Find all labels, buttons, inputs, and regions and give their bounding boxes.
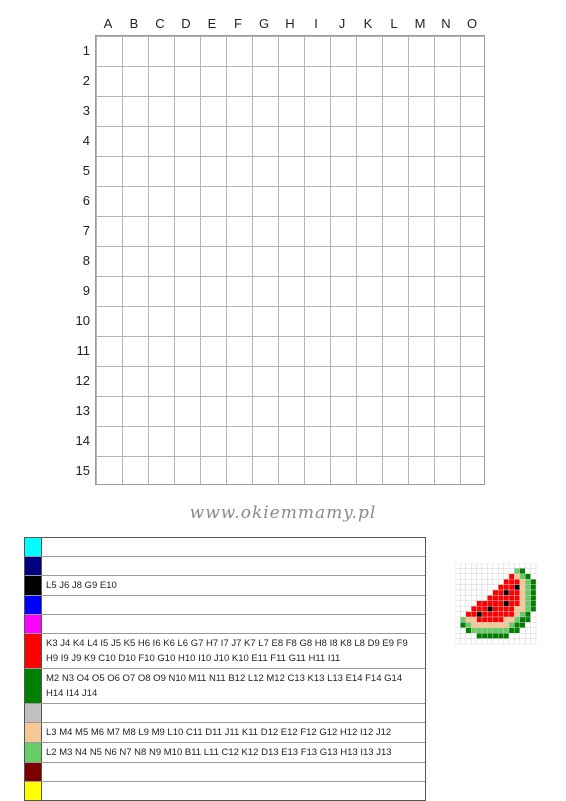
row-label: 4 (82, 133, 90, 148)
preview-cell (520, 617, 525, 622)
preview-cell (455, 595, 460, 600)
preview-cell (477, 574, 482, 579)
preview-cell (493, 622, 498, 627)
row-label: 8 (82, 253, 90, 268)
preview-cell (504, 628, 509, 633)
preview-cell (471, 606, 476, 611)
preview-cell (498, 617, 503, 622)
legend-row (25, 576, 425, 596)
preview-cell (520, 579, 525, 584)
preview-cell (466, 579, 471, 584)
preview-cell (498, 595, 503, 600)
row-label: 12 (75, 373, 90, 388)
preview-cell (460, 563, 465, 568)
preview-cell (531, 590, 536, 595)
preview-cell (466, 574, 471, 579)
column-label: I (314, 16, 318, 31)
preview-cell (531, 585, 536, 590)
preview-cell (466, 590, 471, 595)
preview-cell (482, 563, 487, 568)
legend-cells (42, 763, 52, 781)
preview-cell (493, 601, 498, 606)
preview-cell (525, 606, 530, 611)
preview-cell (520, 628, 525, 633)
preview-cell (504, 563, 509, 568)
color-swatch (25, 743, 42, 762)
preview-cell (477, 612, 482, 617)
legend-row (25, 538, 425, 557)
preview-cell (482, 622, 487, 627)
legend-row (25, 557, 425, 576)
preview-cell (487, 606, 492, 611)
preview-cell (460, 574, 465, 579)
preview-cell (525, 563, 530, 568)
preview-cell (509, 595, 514, 600)
preview-cell (466, 568, 471, 573)
legend-row (25, 704, 425, 723)
color-swatch (25, 763, 42, 781)
preview-cell (487, 601, 492, 606)
preview-cell (460, 606, 465, 611)
column-label: E (207, 16, 217, 31)
preview-cell (466, 628, 471, 633)
preview-cell (493, 595, 498, 600)
preview-cell (531, 563, 536, 568)
preview-cell (498, 622, 503, 627)
preview-cell (455, 612, 460, 617)
preview-cell (525, 622, 530, 627)
preview-cell (509, 568, 514, 573)
preview-cell (498, 579, 503, 584)
color-swatch (25, 634, 42, 668)
preview-cell (466, 595, 471, 600)
preview-cell (514, 606, 519, 611)
preview-cell (477, 617, 482, 622)
watermelon-preview (455, 563, 545, 653)
preview-cell (460, 628, 465, 633)
preview-cell (504, 601, 509, 606)
preview-cell (460, 568, 465, 573)
preview-cell (525, 579, 530, 584)
preview-cell (471, 612, 476, 617)
preview-cell (493, 617, 498, 622)
legend-cells (42, 596, 52, 614)
column-label: D (181, 16, 191, 31)
legend-cells (42, 615, 52, 633)
row-label: 2 (82, 73, 90, 88)
column-label: O (466, 16, 478, 31)
preview-cell (471, 601, 476, 606)
preview-cell (477, 563, 482, 568)
preview-cell (504, 622, 509, 627)
row-label: 14 (75, 433, 90, 448)
preview-cell (460, 601, 465, 606)
preview-cell (514, 590, 519, 595)
preview-cell (487, 633, 492, 638)
preview-cell (514, 595, 519, 600)
preview-cell (477, 639, 482, 644)
color-swatch (25, 538, 42, 556)
column-label: K (363, 16, 373, 31)
column-label: J (338, 16, 346, 31)
preview-cell (471, 574, 476, 579)
preview-cell (504, 568, 509, 573)
column-label: H (285, 16, 295, 31)
column-label: L (390, 16, 398, 31)
preview-cell (466, 601, 471, 606)
color-swatch (25, 596, 42, 614)
preview-cell (531, 633, 536, 638)
preview-cell (520, 563, 525, 568)
preview-cell (482, 568, 487, 573)
preview-cell (460, 579, 465, 584)
preview-cell (493, 579, 498, 584)
preview-cell (455, 585, 460, 590)
legend-cells: M2 N3 O4 O5 O6 O7 O8 O9 N10 M11 N11 B12 L12 M12 C13 K13 L13 E14 F14 G14 H14 I14 J14 (46, 673, 403, 699)
preview-cell (525, 633, 530, 638)
preview-cell (520, 639, 525, 644)
preview-cell (482, 585, 487, 590)
preview-cell (531, 622, 536, 627)
preview-cell (477, 568, 482, 573)
preview-cell (504, 590, 509, 595)
row-label: 3 (82, 103, 90, 118)
preview-cell (471, 617, 476, 622)
color-swatch (25, 576, 42, 595)
legend-cells (42, 704, 52, 722)
preview-cell (477, 579, 482, 584)
preview-cell (455, 574, 460, 579)
preview-cell (498, 612, 503, 617)
preview-cell (455, 590, 460, 595)
preview-cell (514, 628, 519, 633)
preview-cell (477, 585, 482, 590)
preview-cell (509, 622, 514, 627)
preview-cell (487, 590, 492, 595)
preview-cell (498, 606, 503, 611)
row-label: 7 (82, 223, 90, 238)
row-label: 1 (82, 43, 90, 58)
preview-cell (487, 622, 492, 627)
preview-cell (531, 628, 536, 633)
preview-cell (493, 606, 498, 611)
preview-cell (531, 574, 536, 579)
preview-cell (455, 579, 460, 584)
column-label: B (129, 16, 139, 31)
preview-cell (460, 595, 465, 600)
preview-cell (520, 595, 525, 600)
legend-row (25, 634, 425, 669)
preview-cell (531, 568, 536, 573)
preview-cell (531, 601, 536, 606)
preview-cell (498, 590, 503, 595)
preview-cell (460, 633, 465, 638)
column-label: F (234, 16, 242, 31)
preview-cell (477, 622, 482, 627)
row-label: 13 (75, 403, 90, 418)
color-swatch (25, 557, 42, 575)
preview-cell (460, 617, 465, 622)
preview-cell (509, 617, 514, 622)
preview-cell (514, 574, 519, 579)
preview-cell (466, 612, 471, 617)
legend-cells (42, 557, 52, 575)
column-label: C (155, 16, 165, 31)
preview-cell (525, 639, 530, 644)
preview-cell (509, 579, 514, 584)
preview-cell (487, 579, 492, 584)
column-label: G (258, 16, 270, 31)
preview-cell (471, 590, 476, 595)
preview-cell (487, 639, 492, 644)
preview-cell (477, 633, 482, 638)
column-label: M (414, 16, 426, 31)
preview-cell (482, 617, 487, 622)
preview-cell (482, 590, 487, 595)
preview-cell (493, 574, 498, 579)
legend-cells: K3 J4 K4 L4 I5 J5 K5 H6 I6 K6 L6 G7 H7 I7 J7 K7 L7 E8 F8 G8 H8 I8 K8 L8 D9 E9 F9 H9 I9 J9 K9 C10 D10 F10 G10 H10 I10 J10 K10 E11 F11 G11 H11 I11 (46, 638, 408, 664)
row-label: 11 (76, 343, 90, 358)
preview-cell (466, 606, 471, 611)
preview-cell (455, 617, 460, 622)
preview-cell (509, 585, 514, 590)
preview-cell (520, 622, 525, 627)
preview-cell (531, 617, 536, 622)
row-label: 5 (82, 163, 90, 178)
preview-cell (455, 606, 460, 611)
preview-cell (509, 590, 514, 595)
preview-cell (531, 639, 536, 644)
coloring-grid (95, 35, 485, 485)
preview-cell (509, 606, 514, 611)
preview-cell (514, 617, 519, 622)
column-label: N (441, 16, 451, 31)
preview-cell (514, 563, 519, 568)
color-swatch (25, 615, 42, 633)
legend-cells (42, 782, 52, 800)
preview-cell (477, 606, 482, 611)
preview-cell (531, 606, 536, 611)
preview-cell (482, 574, 487, 579)
preview-cell (504, 633, 509, 638)
preview-cell (498, 563, 503, 568)
legend-row (25, 669, 425, 704)
preview-cell (531, 612, 536, 617)
color-swatch (25, 669, 42, 703)
preview-cell (471, 633, 476, 638)
preview-cell (482, 633, 487, 638)
preview-cell (509, 628, 514, 633)
preview-cell (471, 628, 476, 633)
legend-row (25, 782, 425, 800)
preview-cell (525, 574, 530, 579)
row-label: 10 (75, 313, 90, 328)
preview-cell (471, 585, 476, 590)
preview-cell (471, 595, 476, 600)
preview-cell (493, 563, 498, 568)
preview-cell (455, 633, 460, 638)
preview-cell (514, 639, 519, 644)
legend-cells (42, 538, 52, 556)
legend-cells: L5 J6 J8 G9 E10 (46, 580, 117, 591)
preview-cell (466, 622, 471, 627)
legend-row (25, 763, 425, 782)
preview-cell (520, 590, 525, 595)
legend-cells: L2 M3 N4 N5 N6 N7 N8 N9 M10 B11 L11 C12 K12 D13 E13 F13 G13 H13 I13 J13 (46, 747, 392, 758)
preview-cell (493, 612, 498, 617)
preview-cell (520, 585, 525, 590)
preview-cell (520, 568, 525, 573)
preview-cell (487, 563, 492, 568)
preview-cell (482, 601, 487, 606)
preview-cell (525, 612, 530, 617)
preview-cell (509, 633, 514, 638)
preview-cell (525, 595, 530, 600)
preview-cell (466, 585, 471, 590)
preview-cell (493, 590, 498, 595)
preview-cell (525, 568, 530, 573)
preview-cell (509, 601, 514, 606)
preview-cell (514, 568, 519, 573)
color-swatch (25, 723, 42, 742)
preview-cell (455, 601, 460, 606)
preview-cell (514, 579, 519, 584)
preview-cell (466, 633, 471, 638)
preview-cell (509, 574, 514, 579)
preview-cell (455, 628, 460, 633)
preview-cell (498, 574, 503, 579)
legend-cells: L3 M4 M5 M6 M7 M8 L9 M9 L10 C11 D11 J11 K11 D12 E12 F12 G12 H12 I12 J12 (46, 727, 392, 738)
preview-cell (460, 590, 465, 595)
preview-cell (466, 563, 471, 568)
preview-cell (455, 563, 460, 568)
preview-cell (482, 579, 487, 584)
website-watermark: www.okiemmamy.pl (189, 503, 377, 523)
preview-cell (477, 590, 482, 595)
legend-row (25, 615, 425, 634)
preview-cell (504, 579, 509, 584)
preview-cell (504, 595, 509, 600)
preview-cell (504, 617, 509, 622)
preview-cell (493, 568, 498, 573)
preview-cell (493, 639, 498, 644)
preview-cell (493, 585, 498, 590)
preview-cell (455, 568, 460, 573)
color-legend (24, 537, 426, 801)
preview-cell (471, 568, 476, 573)
preview-cell (455, 639, 460, 644)
preview-cell (471, 563, 476, 568)
preview-cell (514, 612, 519, 617)
preview-cell (520, 612, 525, 617)
preview-cell (487, 585, 492, 590)
preview-cell (471, 622, 476, 627)
preview-cell (525, 628, 530, 633)
preview-cell (471, 639, 476, 644)
preview-cell (482, 639, 487, 644)
preview-cell (520, 574, 525, 579)
preview-cell (493, 628, 498, 633)
preview-cell (509, 639, 514, 644)
preview-cell (520, 606, 525, 611)
preview-cell (482, 606, 487, 611)
preview-cell (525, 601, 530, 606)
row-label: 9 (82, 283, 90, 298)
color-swatch (25, 782, 42, 800)
preview-cell (498, 633, 503, 638)
preview-cell (514, 585, 519, 590)
preview-cell (487, 617, 492, 622)
preview-cell (514, 633, 519, 638)
preview-cell (514, 622, 519, 627)
preview-cell (455, 622, 460, 627)
preview-cell (466, 639, 471, 644)
preview-cell (509, 563, 514, 568)
preview-cell (460, 585, 465, 590)
preview-cell (504, 606, 509, 611)
preview-cell (504, 612, 509, 617)
preview-cell (477, 601, 482, 606)
preview-cell (514, 601, 519, 606)
preview-cell (504, 574, 509, 579)
preview-cell (460, 622, 465, 627)
preview-cell (504, 639, 509, 644)
preview-cell (487, 595, 492, 600)
preview-cell (487, 612, 492, 617)
preview-cell (520, 601, 525, 606)
preview-cell (498, 639, 503, 644)
preview-cell (531, 595, 536, 600)
preview-cell (520, 633, 525, 638)
preview-cell (498, 628, 503, 633)
preview-cell (487, 568, 492, 573)
legend-row (25, 743, 425, 763)
preview-cell (504, 585, 509, 590)
color-swatch (25, 704, 42, 722)
preview-cell (482, 612, 487, 617)
preview-cell (477, 595, 482, 600)
preview-cell (498, 585, 503, 590)
preview-cell (477, 628, 482, 633)
preview-cell (466, 617, 471, 622)
preview-cell (498, 601, 503, 606)
preview-cell (487, 574, 492, 579)
preview-cell (525, 585, 530, 590)
preview-cell (471, 579, 476, 584)
row-label: 6 (82, 193, 90, 208)
legend-row (25, 596, 425, 615)
preview-cell (460, 612, 465, 617)
preview-cell (487, 628, 492, 633)
preview-cell (493, 633, 498, 638)
legend-row (25, 723, 425, 743)
preview-cell (498, 568, 503, 573)
preview-cell (525, 617, 530, 622)
row-label: 15 (75, 463, 90, 478)
preview-cell (460, 639, 465, 644)
preview-cell (525, 590, 530, 595)
preview-cell (531, 579, 536, 584)
column-label: A (103, 16, 113, 31)
preview-cell (509, 612, 514, 617)
preview-cell (482, 595, 487, 600)
preview-cell (482, 628, 487, 633)
